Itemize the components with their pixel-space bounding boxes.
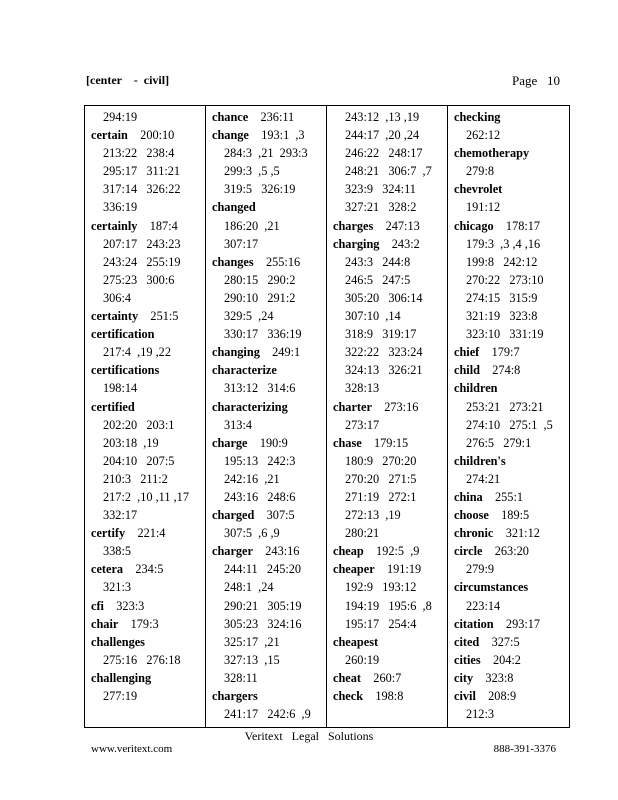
page-line-reference: 246:5 247:5 — [345, 272, 411, 287]
index-entry — [448, 217, 569, 235]
index-entry — [327, 398, 447, 416]
page-line-reference: 243:3 244:8 — [345, 254, 411, 269]
index-term: charger — [212, 544, 253, 559]
index-term: child — [454, 363, 480, 378]
index-term: cetera — [91, 562, 124, 577]
page-line-reference: 189:5 — [501, 508, 530, 523]
page-line-reference: 299:3 ,5 ,5 — [224, 164, 280, 179]
index-entry — [85, 361, 205, 379]
index-entry — [206, 343, 326, 361]
page-line-reference: 318:9 319:17 — [345, 327, 417, 342]
page-line-reference: 248:1 ,24 — [224, 580, 274, 595]
page-line-reference: 208:9 — [488, 689, 517, 703]
page-line-reference: 244:17 ,20 ,24 — [345, 128, 420, 143]
page-line-reference: 273:16 — [384, 399, 419, 414]
index-term: chicago — [454, 218, 494, 233]
page-line-reference: 251:5 — [150, 309, 179, 324]
page-line-reference: 236:11 — [260, 110, 295, 124]
page-line-reference: 307:17 — [224, 236, 259, 251]
page-line-reference: 192:5 ,9 — [376, 544, 420, 559]
index-entry — [85, 560, 205, 578]
page-line-reference: 249:1 — [272, 345, 301, 360]
index-term: charter — [333, 399, 372, 414]
page-line-reference: 294:19 — [103, 110, 138, 124]
index-term: certain — [91, 128, 128, 143]
page-line-reference: 244:11 245:20 — [224, 562, 302, 577]
page-line-reference: 263:20 — [494, 544, 529, 559]
page-line-reference: 243:24 255:19 — [103, 254, 181, 269]
index-term: cited — [454, 634, 480, 649]
index-term: chase — [333, 435, 362, 450]
page-line-reference: 207:17 243:23 — [103, 236, 181, 251]
page-line-reference: 319:5 326:19 — [224, 182, 296, 197]
page-line-reference: 192:9 193:12 — [345, 580, 417, 595]
index-term: children's — [454, 453, 506, 468]
page-line-reference: 217:2 ,10 ,11 ,17 — [103, 489, 189, 504]
footer-website: www.veritext.com — [91, 743, 173, 755]
index-column-2 — [206, 106, 327, 727]
page-line-reference: 293:17 — [505, 616, 541, 631]
page-line-reference: 323:3 — [116, 598, 145, 613]
index-term: certified — [91, 399, 135, 414]
page-line-reference: 307:10 ,14 — [345, 309, 401, 324]
index-entry — [85, 633, 205, 651]
page-line-reference: 203:18 ,19 — [103, 435, 159, 450]
page-line-reference: 194:19 195:6 ,8 — [345, 598, 432, 613]
page-line-reference: 253:21 273:21 — [466, 399, 544, 414]
page-line-reference: 324:13 326:21 — [345, 363, 423, 378]
index-entry — [327, 235, 447, 253]
index-term: circle — [454, 544, 483, 559]
index-term: chronic — [454, 526, 494, 541]
index-entry — [327, 217, 447, 235]
index-term: charge — [212, 435, 248, 450]
page-line-reference: 275:16 276:18 — [103, 652, 181, 667]
index-entry — [85, 307, 205, 325]
page-line-reference: 328:13 — [345, 381, 380, 396]
index-entry — [327, 633, 447, 651]
index-entry — [206, 434, 326, 452]
index-entry — [85, 325, 205, 343]
page-line-reference: 305:20 306:14 — [345, 290, 423, 305]
page-line-reference: 290:21 305:19 — [224, 598, 302, 613]
page-line-reference: 271:19 272:1 — [345, 489, 417, 504]
index-term: cfi — [91, 598, 104, 613]
index-term: changes — [212, 254, 254, 269]
page-line-reference: 280:15 290:2 — [224, 272, 296, 287]
index-entry — [448, 578, 569, 596]
page-line-reference: 187:4 — [149, 218, 178, 233]
index-entry — [327, 560, 447, 578]
page-line-reference: 260:19 — [345, 652, 380, 667]
index-entry — [206, 361, 326, 379]
page-line-reference: 204:2 — [492, 652, 521, 667]
index-term: changed — [212, 200, 256, 215]
index-term: charges — [333, 218, 374, 233]
page-line-reference: 243:12 ,13 ,19 — [345, 110, 420, 124]
index-term: characterizing — [212, 399, 288, 414]
page-line-reference: 195:13 242:3 — [224, 453, 296, 468]
index-entry — [85, 398, 205, 416]
page-line-reference: 195:17 254:4 — [345, 616, 417, 631]
page-line-reference: 330:17 336:19 — [224, 327, 302, 342]
index-entry — [206, 542, 326, 560]
index-entry — [206, 108, 326, 126]
page-line-reference: 274:15 315:9 — [466, 290, 538, 305]
page-line-reference: 273:17 — [345, 417, 380, 432]
index-column-3 — [327, 106, 448, 727]
page-number: Page 10 — [511, 73, 560, 88]
page-line-reference: 306:4 — [103, 290, 132, 305]
page-line-reference: 290:10 291:2 — [224, 290, 296, 305]
page-line-reference: 274:8 — [492, 363, 521, 378]
index-term: changing — [212, 345, 260, 360]
index-entry — [85, 126, 205, 144]
index-entry — [206, 398, 326, 416]
page-line-reference: 295:17 311:21 — [103, 164, 181, 179]
page-line-reference: 274:21 — [466, 471, 501, 486]
page-line-reference: 234:5 — [135, 562, 164, 577]
index-entry — [448, 524, 569, 542]
page-line-reference: 179:3 ,3 ,4 ,16 — [466, 236, 541, 251]
index-entry — [448, 506, 569, 524]
page-line-reference: 336:19 — [103, 200, 138, 215]
index-term: circumstances — [454, 580, 529, 595]
page-line-reference: 276:5 279:1 — [466, 435, 532, 450]
page-line-reference: 317:14 326:22 — [103, 182, 181, 197]
index-entry — [85, 524, 205, 542]
index-term: certify — [91, 526, 126, 541]
page-line-reference: 198:14 — [103, 381, 138, 396]
page-line-reference: 332:17 — [103, 508, 138, 523]
index-term: certainly — [91, 218, 138, 233]
page-line-reference: 313:4 — [224, 417, 253, 432]
page-line-reference: 255:16 — [265, 254, 301, 269]
page-line-reference: 307:5 — [266, 508, 295, 523]
page-line-reference: 272:13 ,19 — [345, 508, 401, 523]
index-entry — [448, 615, 569, 633]
page-line-reference: 202:20 203:1 — [103, 417, 175, 432]
page-line-reference: 190:9 — [259, 435, 288, 450]
page-line-reference: 323:8 — [485, 670, 514, 685]
page-line-reference: 260:7 — [373, 670, 402, 685]
index-entry — [448, 343, 569, 361]
page-line-reference: 193:1 ,3 — [261, 128, 305, 143]
index-term: certifications — [91, 363, 160, 378]
index-term: cheapest — [333, 634, 379, 649]
page-line-reference: 327:5 — [491, 634, 520, 649]
index-term: charged — [212, 508, 255, 523]
page-line-reference: 323:9 324:11 — [345, 182, 416, 197]
index-entry — [448, 144, 569, 162]
page-line-reference: 274:10 275:1 ,5 — [466, 417, 553, 432]
page-line-reference: 321:12 — [505, 526, 540, 541]
index-term: cheat — [333, 670, 361, 685]
index-entry — [448, 633, 569, 651]
index-term: cheaper — [333, 562, 375, 577]
page-line-reference: 284:3 ,21 293:3 — [224, 146, 308, 161]
index-entry — [206, 126, 326, 144]
index-entry — [448, 651, 569, 669]
page-line-reference: 280:21 — [345, 526, 380, 541]
page-line-reference: 329:5 ,24 — [224, 309, 274, 324]
index-term: children — [454, 381, 498, 396]
index-entry — [448, 488, 569, 506]
index-entry — [206, 253, 326, 271]
index-term: charging — [333, 236, 380, 251]
index-entry — [85, 669, 205, 687]
index-entry — [448, 687, 569, 705]
page-line-reference: 262:12 — [466, 128, 501, 143]
index-entry — [327, 687, 447, 705]
page-line-reference: 327:21 328:2 — [345, 200, 417, 215]
index-term: cities — [454, 652, 481, 667]
page-line-reference: 279:8 — [466, 164, 495, 179]
index-entry — [448, 108, 569, 126]
page-line-reference: 243:16 — [265, 544, 300, 559]
index-term: chair — [91, 616, 119, 631]
index-term: chevrolet — [454, 182, 503, 197]
index-term: chargers — [212, 689, 258, 703]
index-term: certainty — [91, 309, 139, 324]
index-entry — [327, 542, 447, 560]
page-line-reference: 200:10 — [140, 128, 175, 143]
index-term: citation — [454, 616, 494, 631]
index-column-1 — [85, 106, 206, 727]
page-line-reference: 243:16 248:6 — [224, 489, 296, 504]
index-term: china — [454, 489, 483, 504]
page-line-reference: 179:7 — [491, 345, 520, 360]
index-term: choose — [454, 508, 489, 523]
page-line-reference: 255:1 — [495, 489, 524, 504]
index-entry — [448, 542, 569, 560]
page-line-reference: 307:5 ,6 ,9 — [224, 526, 280, 541]
index-entry — [85, 615, 205, 633]
page-line-reference: 243:2 — [391, 236, 420, 251]
page-line-reference: 277:19 — [103, 689, 138, 703]
index-term: cheap — [333, 544, 364, 559]
page-line-reference: 275:23 300:6 — [103, 272, 175, 287]
index-column-4 — [448, 106, 569, 727]
page-line-reference: 242:16 ,21 — [224, 471, 280, 486]
index-entry — [448, 452, 569, 470]
page-line-reference: 338:5 — [103, 544, 132, 559]
index-entry — [448, 180, 569, 198]
index-entry — [206, 506, 326, 524]
index-entry — [448, 361, 569, 379]
index-term: checking — [454, 110, 501, 124]
index-term: challenges — [91, 634, 145, 649]
index-term: check — [333, 689, 364, 703]
index-entry — [327, 669, 447, 687]
page-line-reference: 199:8 242:12 — [466, 254, 538, 269]
index-term: city — [454, 670, 474, 685]
index-entry — [206, 687, 326, 705]
index-term: chief — [454, 345, 480, 360]
page-line-reference: 213:22 238:4 — [103, 146, 175, 161]
index-term: change — [212, 128, 249, 143]
index-term: challenging — [91, 670, 152, 685]
page-line-reference: 248:21 306:7 ,7 — [345, 164, 432, 179]
index-term: civil — [454, 689, 476, 703]
page-line-reference: 221:4 — [137, 526, 166, 541]
page-line-reference: 327:13 ,15 — [224, 652, 280, 667]
page-line-reference: 270:20 271:5 — [345, 471, 417, 486]
index-term: certification — [91, 327, 155, 342]
page-line-reference: 328:11 — [224, 670, 258, 685]
index-entry — [448, 669, 569, 687]
index-entry — [448, 379, 569, 397]
page-line-reference: 313:12 314:6 — [224, 381, 296, 396]
word-index-table — [84, 105, 570, 728]
page-line-reference: 210:3 211:2 — [103, 471, 168, 486]
index-entry — [85, 217, 205, 235]
footer-company: Veritext Legal Solutions — [244, 729, 374, 743]
page-line-reference: 241:17 242:6 ,9 — [224, 707, 311, 722]
index-entry — [85, 597, 205, 615]
page-line-reference: 179:15 — [374, 435, 409, 450]
page-line-reference: 191:12 — [466, 200, 501, 215]
page-line-reference: 198:8 — [375, 689, 404, 703]
page-line-reference: 323:10 331:19 — [466, 327, 544, 342]
page-line-reference: 180:9 270:20 — [345, 453, 417, 468]
page-line-reference: 179:3 — [130, 616, 159, 631]
index-term: chemotherapy — [454, 146, 530, 161]
page-line-reference: 186:20 ,21 — [224, 218, 280, 233]
page-line-reference: 270:22 273:10 — [466, 272, 544, 287]
index-entry — [327, 434, 447, 452]
page-line-reference: 325:17 ,21 — [224, 634, 280, 649]
page-line-reference: 322:22 323:24 — [345, 345, 423, 360]
page-line-reference: 217:4 ,19 ,22 — [103, 345, 171, 360]
index-term: chance — [212, 110, 249, 124]
page-line-reference: 204:10 207:5 — [103, 453, 175, 468]
page-line-reference: 191:19 — [386, 562, 422, 577]
page-line-reference: 279:9 — [466, 562, 495, 577]
index-term: characterize — [212, 363, 277, 378]
page-line-reference: 212:3 — [466, 707, 495, 722]
footer-phone: 888-391-3376 — [493, 743, 556, 755]
index-range-header: [center - civil] — [86, 73, 170, 87]
page-line-reference: 246:22 248:17 — [345, 146, 423, 161]
index-entry — [206, 198, 326, 216]
page-line-reference: 223:14 — [466, 598, 501, 613]
page-line-reference: 178:17 — [505, 218, 541, 233]
page-line-reference: 321:3 — [103, 580, 132, 595]
page-line-reference: 321:19 323:8 — [466, 309, 538, 324]
page-line-reference: 305:23 324:16 — [224, 616, 302, 631]
page-line-reference: 247:13 — [385, 218, 420, 233]
